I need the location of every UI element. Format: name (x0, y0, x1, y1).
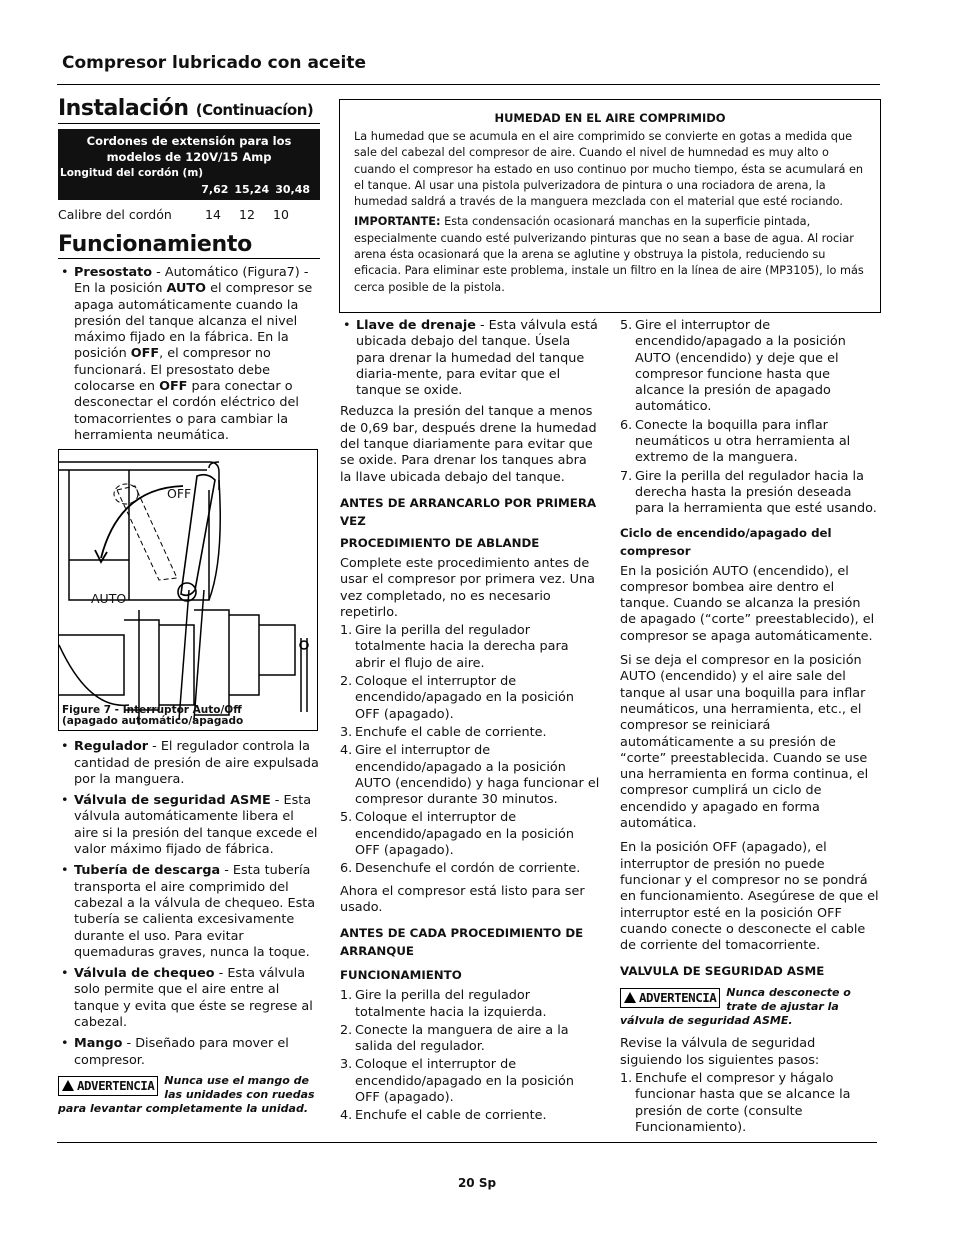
cord-length-values (60, 183, 318, 196)
valve-steps (620, 1071, 880, 1136)
gauge-row (58, 207, 320, 222)
valve-paragraph: Revise la válvula de seguridad siguiendo los siguientes pasos: (620, 1036, 820, 1068)
cycle-paragraph-3: En la posición OFF (apagado), el interruptor de presión no puede funcionar y el compresor no se pondrá en funcionamiento. Asegúrese de que el interruptor esté en la posición OFF cuando conecte o desconecte el cable de corriente del tomacorriente. (620, 840, 879, 954)
off-label: OFF (167, 486, 192, 502)
cycle-heading: Ciclo de encendido/apagado del compresor (620, 525, 832, 558)
moisture-notice-box (339, 99, 881, 313)
page-header: Compresor lubricado con aceite (62, 53, 367, 73)
cycle-paragraph-1: En la posición AUTO (encendido), el compresor bombea aire dentro el tanque. Cuando se alcanza la presión de apagado (“corte” preestablecido), el compresor se apaga automáticamente. (620, 563, 875, 644)
ready-paragraph: Ahora el compresor está listo para ser usado. (340, 883, 585, 915)
gauge-value: 12 (239, 207, 255, 222)
valve-heading: VALVULA DE SEGURIDAD ASME (620, 964, 825, 979)
list-item: 4. Gire el interruptor de encendido/apagado a la posición AUTO (encendido) y haga funcionar el compresor durante 30 minutos. (340, 743, 600, 808)
list-item: 6. Desenchufe el cordón de corriente. (340, 861, 581, 877)
right-column (620, 318, 880, 1142)
valve-warning: ADVERTENCIA Nunca desconecte o trate de ajustar la válvula de seguridad ASME. (620, 986, 851, 1028)
figure-caption: Figure 7 - Interruptor Auto/Off (apagado automático/apagado (62, 704, 244, 728)
list-item: 4. Enchufe el cable de corriente. (340, 1108, 547, 1124)
list-item: 2. Conecte la manguera de aire a la salida del regulador. (340, 1022, 569, 1055)
list-item: • Regulador - El regulador controla la cantidad de presión de aire expulsada por la manguera. (58, 739, 320, 788)
list-item: 3. Coloque el interruptor de encendido/apagado en la posición OFF (apagado). (340, 1057, 574, 1105)
list-item: • Mango - Diseñado para mover el compresor. (58, 1036, 320, 1069)
list-item: • Válvula de seguridad ASME - Esta válvula automáticamente libera el aire si la presión del tanque excede el valor máximo fijado de fábrica. (58, 793, 320, 858)
installation-title: Instalación (Continuacíon) (58, 96, 314, 121)
cord-length-label: Longitud del cordón (m) (60, 167, 204, 179)
list-item: 1. Enchufe el compresor y hágalo funcionar hasta que se alcance la presión de corte (consulte Funcionamiento). (620, 1070, 851, 1135)
gauge-value: 10 (273, 207, 289, 222)
moisture-title: HUMEDAD EN EL AIRE COMPRIMIDO (494, 111, 726, 125)
presostato-list (58, 265, 320, 444)
important-paragraph: IMPORTANTE: Esta condensación ocasionará manchas en la superficie pintada, especialmente cuando esté pulverizando pinturas que no sean a base de agua. Al rociar arena ésta ocasionará que la arena se aglutine y obstruya la pistola, reduciendo su eficacia. Para eliminar este problema, instale un filtro en la línea de aire (MP3105), lo más cerca posible de la pistola. (354, 215, 864, 294)
list-item: 7. Gire la perilla del regulador hacia la derecha hasta la presión deseada para la herramienta que esté usando. (620, 468, 877, 517)
warning-badge: ADVERTENCIA (620, 988, 720, 1008)
list-item: 5. Gire el interruptor de encendido/apagado a la posición AUTO (encendido) y deje que el compresor funcione hasta que alcance la presión de apagado automático. (620, 318, 846, 415)
list-item: 1. Gire la perilla del regulador totalmente hacia la derecha para abrir el flujo de aire. (340, 623, 569, 671)
before-first-heading: ANTES DE ARRANCARLO POR PRIMERA VEZ (340, 495, 597, 528)
footer-rule (57, 1142, 877, 1143)
moisture-paragraph: La humedad que se acumula en el aire comprimido se convierte en gotas a medida que sale del cabezal del compresor de aire. Cuando el nivel de humnedad es muy alto o cuando el compresor ha estado en uso continuo por mucho tiempo, ésta se acumulará en el tanque. Al usar una pistola pulverizadora de pintura o una rociadora de arena, la humedad saldrá a través de la manguera mezclada con el material que esté rociando. (354, 130, 864, 209)
header-rule (57, 84, 880, 85)
breakin-heading: PROCEDIMIENTO DE ABLANDE (340, 535, 540, 550)
table-title: Cordones de extensión para los modelos de 120V/15 Amp (86, 134, 292, 164)
length-value: 15,24 (234, 183, 270, 196)
list-item: 3. Enchufe el cable de corriente. (340, 724, 547, 740)
operation-heading: FUNCIONAMIENTO (340, 968, 462, 983)
cycle-paragraph-2: Si se deja el compresor en la posición AUTO (encendido) y el aire sale del tanque al usar una boquilla para inflar neumáticos, una herramienta, etc., el compresor se reiniciará automáticamente a su presión de “corte” preestablecida. Cuando se use una herramienta en forma continua, el compresor cumplirá un ciclo de encendido y apagado en forma automática. (620, 653, 869, 832)
warning-triangle-icon (62, 1080, 74, 1091)
list-item: • Válvula de chequeo - Esta válvula solo permite que el aire entre al tanque y evita que éste se regrese al cabezal. (58, 966, 320, 1031)
list-item: 2. Coloque el interruptor de encendido/apagado en la posición OFF (apagado). (340, 674, 574, 722)
page-number: 20 Sp (457, 1176, 497, 1190)
breakin-steps (340, 623, 602, 877)
drain-list (340, 318, 602, 399)
left-column (58, 96, 320, 1116)
length-value: 30,48 (275, 183, 310, 196)
warning-badge: ADVERTENCIA (58, 1076, 158, 1096)
list-item: 1. Gire la perilla del regulador totalmente hacia la izquierda. (340, 988, 547, 1020)
length-value: 7,62 (201, 183, 229, 196)
list-item: 5. Coloque el interruptor de encendido/apagado en la posición OFF (apagado). (340, 810, 574, 859)
operation-steps (340, 988, 602, 1124)
list-item: 6. Conecte la boquilla para inflar neumáticos u otra herramienta al extremo de la manguera. (620, 417, 851, 466)
funcionamiento-rule (58, 258, 320, 259)
installation-rule (58, 123, 320, 124)
before-each-heading: ANTES DE CADA PROCEDIMIENTO DE ARRANQUE (340, 926, 584, 959)
gauge-label: Calibre del cordón (58, 207, 172, 222)
operation-steps-cont (620, 318, 880, 518)
list-item: • Tubería de descarga - Esta tubería transporta el aire comprimido del cabezal a la válvula de chequeo. Esta tubería se calienta excesivamente durante el uso. Para evitar quemaduras graves, nunca la toque. (58, 863, 320, 961)
component-list (58, 739, 320, 1069)
auto-label: AUTO (91, 591, 127, 607)
funcionamiento-title: Funcionamiento (58, 232, 252, 257)
extension-cord-table-header (58, 129, 320, 200)
complete-paragraph: Complete este procedimiento antes de usar el compresor por primera vez. Una vez completado, no es necesario repetirlo. (340, 555, 595, 620)
middle-column (340, 318, 602, 1131)
drain-item: • Llave de drenaje - Esta válvula está ubicada debajo del tanque. Úsela para drenar la humedad del tanque diaria-mente, para evitar que el tanque se oxide. (340, 318, 602, 399)
figure-7-switch (58, 449, 318, 731)
reduce-paragraph: Reduzca la presión del tanque a menos de 0,69 bar, después drene la humedad del tanque diariamente para evitar que se oxide. Para drenar los tanques abra la llave ubicada debajo del tanque. (340, 404, 597, 485)
handle-warning: ADVERTENCIA Nunca use el mango de las unidades con ruedas para levantar completamente la unidad. (58, 1073, 315, 1115)
presostato-item: • Presostato - Automático (Figura7) - En la posición AUTO el compresor se apaga automáticamente cuando la presión del tanque alcanza el nivel máximo fijado en la fábrica. En la posición OFF, el compresor no funcionará. El presostato debe colocarse en OFF para conectar o desconectar el cordón eléctrico del tomacorrientes o para cambiar la herramienta neumática. (58, 265, 320, 444)
warning-triangle-icon (624, 992, 636, 1003)
gauge-value: 14 (205, 207, 221, 222)
